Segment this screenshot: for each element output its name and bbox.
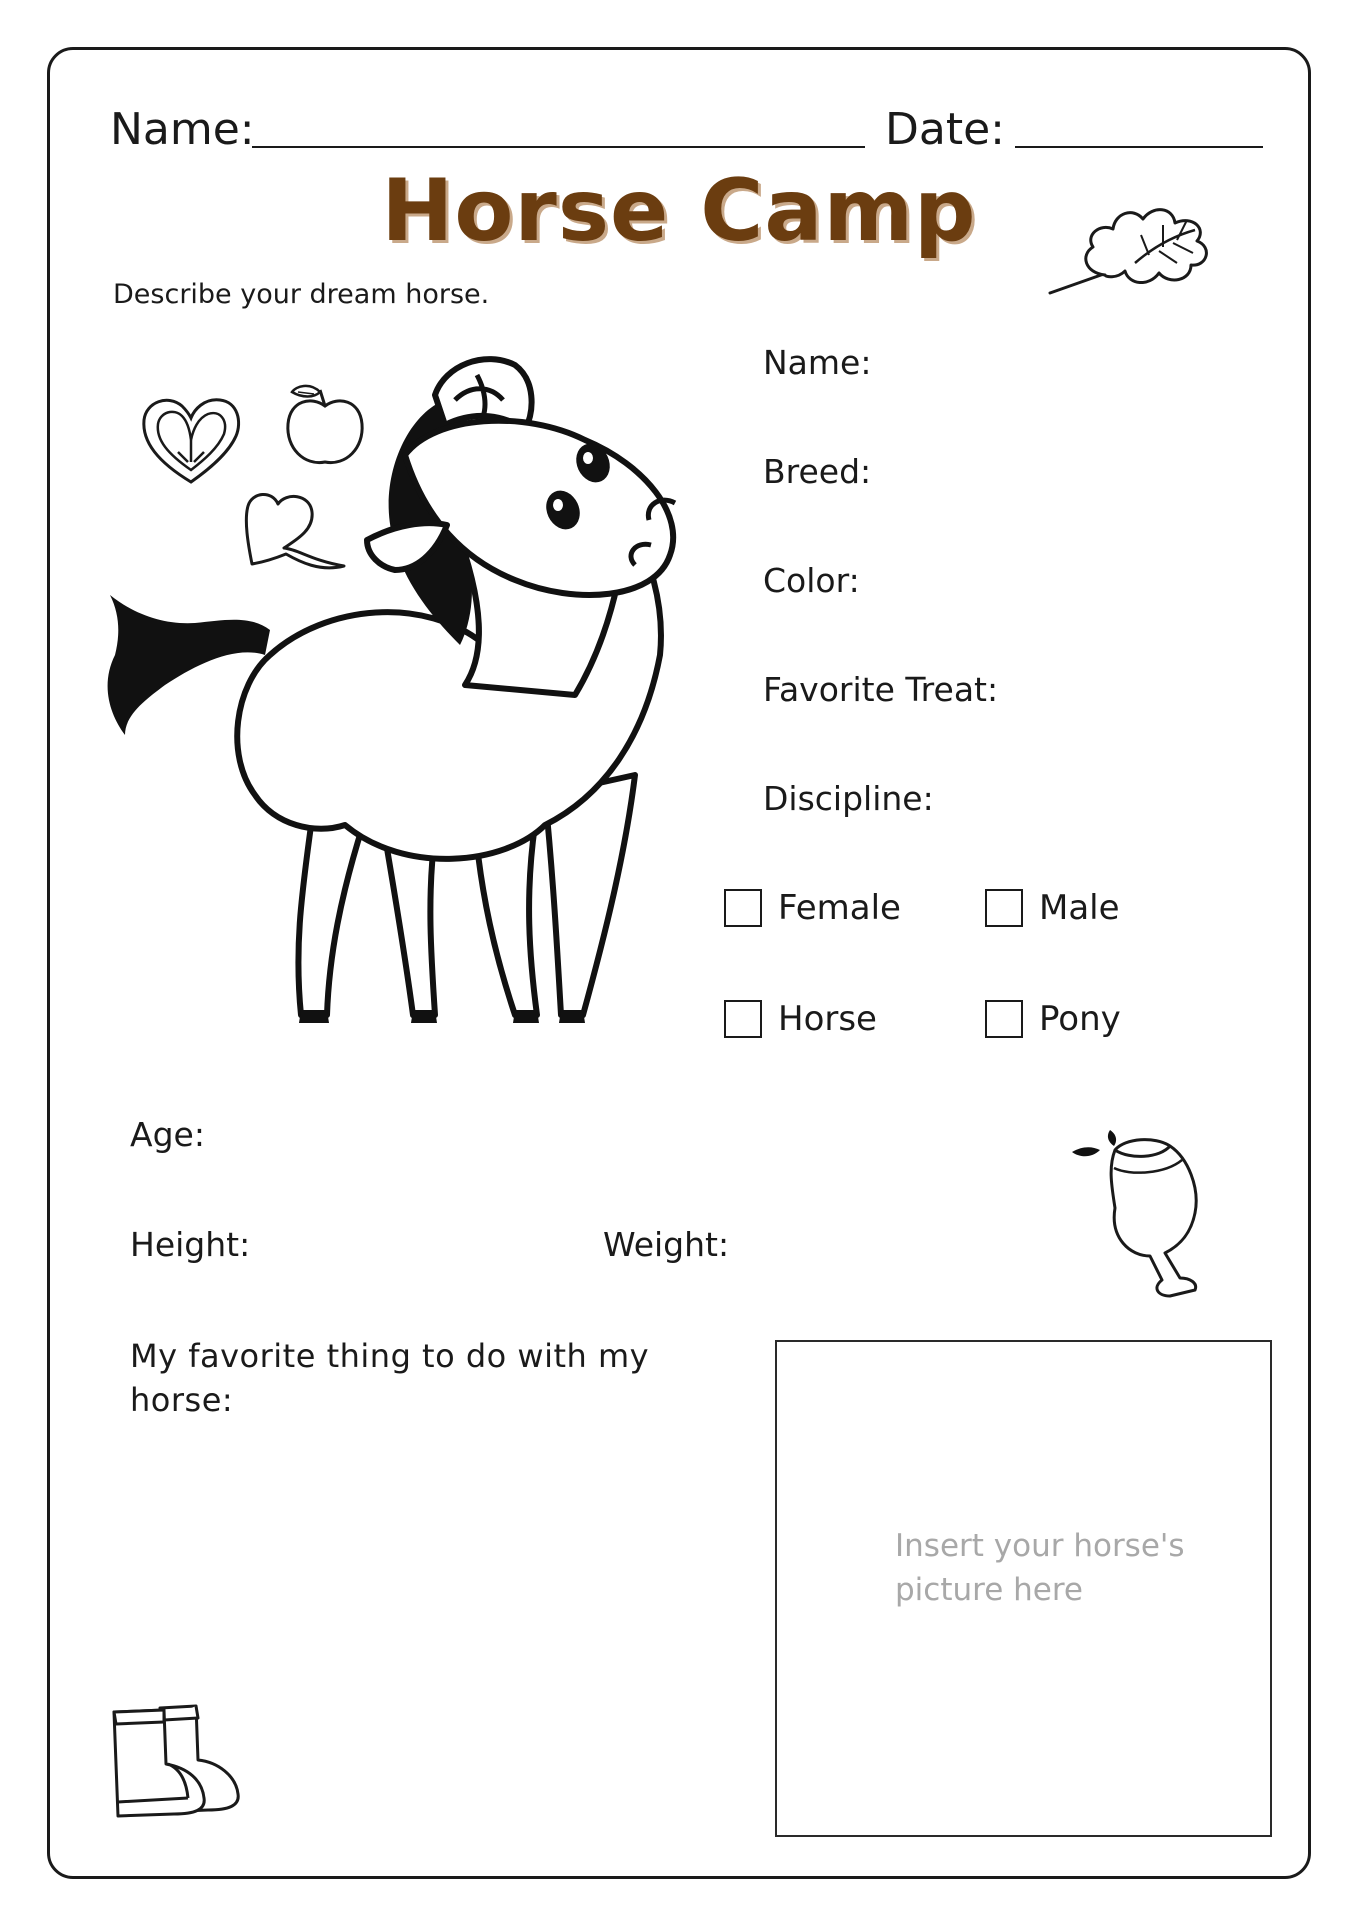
field-discipline: Discipline: xyxy=(763,779,934,818)
field-color: Color: xyxy=(763,561,860,600)
checkbox-female-row[interactable] xyxy=(724,889,901,927)
date-label: Date: xyxy=(885,104,1005,155)
checkbox-pony-row[interactable] xyxy=(985,1000,1121,1038)
field-breed: Breed: xyxy=(763,452,872,491)
name-line[interactable] xyxy=(252,146,865,148)
page-title: Horse Camp xyxy=(381,161,977,261)
checkbox-pony[interactable] xyxy=(985,1000,1023,1038)
boots-icon xyxy=(108,1698,248,1818)
cup-icon xyxy=(1070,1128,1235,1298)
field-height: Height: xyxy=(130,1225,251,1264)
checkbox-female-label: Female xyxy=(778,888,901,928)
field-weight: Weight: xyxy=(603,1225,730,1264)
photo-hint: Insert your horse's picture here xyxy=(895,1528,1185,1608)
name-label: Name: xyxy=(110,104,255,155)
field-age: Age: xyxy=(130,1115,205,1154)
subtitle: Describe your dream horse. xyxy=(113,279,490,310)
checkbox-horse[interactable] xyxy=(724,1000,762,1038)
field-favorite-treat: Favorite Treat: xyxy=(763,670,999,709)
favorite-thing-prompt: My favorite thing to do with my horse: xyxy=(130,1337,650,1419)
checkbox-horse-row[interactable] xyxy=(724,1000,877,1038)
leaf-icon xyxy=(1045,185,1235,300)
checkbox-horse-label: Horse xyxy=(778,999,877,1039)
horse-illustration xyxy=(105,355,745,1045)
checkbox-female[interactable] xyxy=(724,889,762,927)
date-line[interactable] xyxy=(1015,146,1263,148)
checkbox-male-row[interactable] xyxy=(985,889,1120,927)
checkbox-pony-label: Pony xyxy=(1039,999,1121,1039)
field-name: Name: xyxy=(763,343,872,382)
checkbox-male-label: Male xyxy=(1039,888,1120,928)
checkbox-male[interactable] xyxy=(985,889,1023,927)
